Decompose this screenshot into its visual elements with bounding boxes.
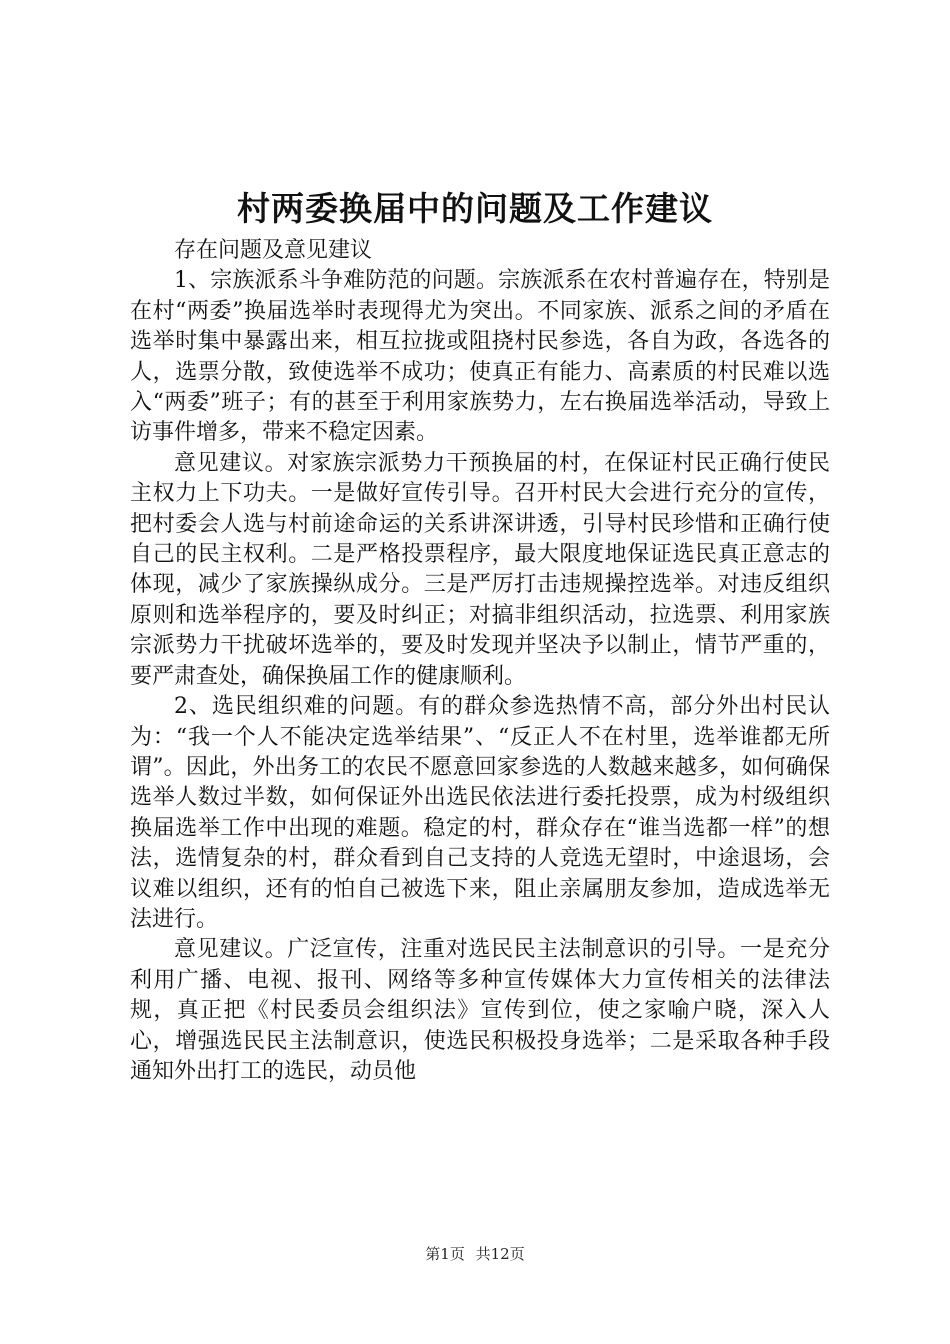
section-heading: 存在问题及意见建议: [174, 238, 373, 263]
paragraph-issue-1: 1、宗族派系斗争难防范的问题。宗族派系在农村普遍存在，特别是在村“两委”换届选举时表现得尤为突出。不同家族、派系之间的矛盾在选举时集中暴露出来，相互拉拢或阻挠村民参选，各自为政，各选各的人，选票分散，致使选举不成功；使真正有能力、高素质的村民难以选入“两委”班子；有的甚至于利用家族势力，左右换届选举活动，导致上访事件增多，带来不稳定因素。: [130, 268, 830, 446]
paragraph-suggestion-2: 意见建议。广泛宣传，注重对选民民主法制意识的引导。一是充分利用广播、电视、报刊、网络等多种宣传媒体大力宣传相关的法律法规，真正把《村民委员会组织法》宣传到位，使之家喻户晓，深入人心，增强选民民主法制意识，使选民积极投身选举；二是采取各种手段通知外出打工的选民，动员他: [130, 937, 830, 1084]
page-number: 第1页: [425, 1245, 465, 1263]
paragraph-suggestion-1: 意见建议。对家族宗派势力干预换届的村，在保证村民正确行使民主权力上下功夫。一是做好宣传引导。召开村民大会进行充分的宣传，把村委会人选与村前途命运的关系讲深讲透，引导村民珍惜和正确行使自己的民主权利。二是严格投票程序，最大限度地保证选民真正意志的体现，减少了家族操纵成分。三是严厉打击违规操控选举。对违反组织原则和选举程序的，要及时纠正；对搞非组织活动，拉选票、利用家族宗派势力干扰破坏选举的，要及时发现并坚决予以制止，情节严重的，要严肃查处，确保换届工作的健康顺利。: [130, 450, 830, 689]
document-body: [130, 236, 830, 1087]
paragraph-issue-2: 2、选民组织难的问题。有的群众参选热情不高，部分外出村民认为：“我一个人不能决定选举结果”、“反正人不在村里，选举谁都无所谓”。因此，外出务工的农民不愿意回家参选的人数越来越多，如何确保选举人数过半数，如何保证外出选民依法进行委托投票，成为村级组织换届选举工作中出现的难题。稳定的村，群众存在“谁当选都一样”的想法，选情复杂的村，群众看到自己支持的人竞选无望时，中途退场，会议难以组织，还有的怕自己被选下来，阻止亲属朋友参加，造成选举无法进行。: [130, 694, 830, 932]
page-total: 共12页: [475, 1245, 525, 1263]
page-footer: [0, 1243, 950, 1265]
document-title: 村两委换届中的问题及工作建议: [237, 189, 713, 228]
